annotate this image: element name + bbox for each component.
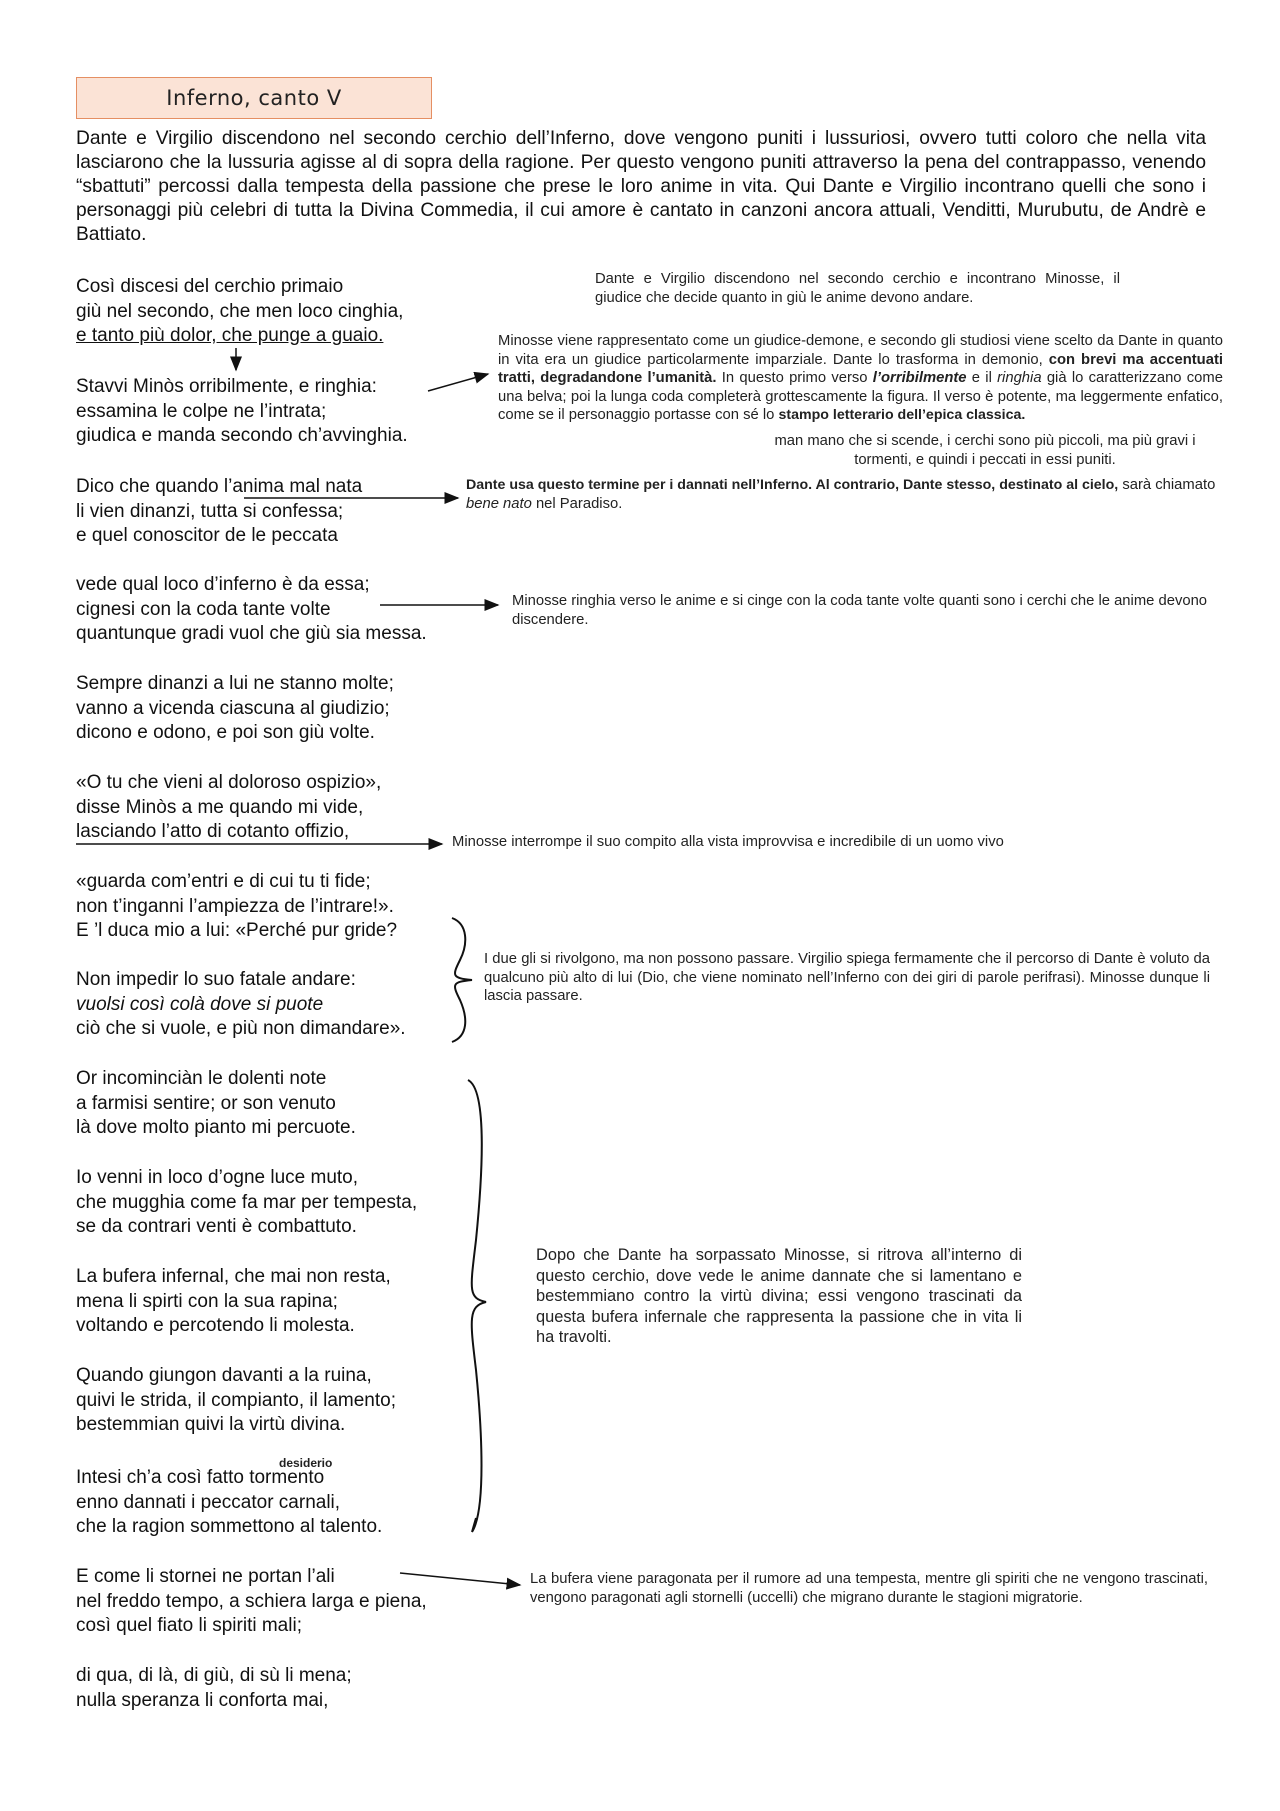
page-title: Inferno, canto V (76, 77, 432, 119)
verse-line: quantunque gradi vuol che giù sia messa. (76, 623, 427, 644)
note-text-italic: l’orribilmente (872, 370, 967, 386)
note-stornelli: La bufera viene paragonata per il rumore ad una tempesta, mentre gli spiriti che ne vengono trascinati, vengono paragonati agli stornelli (uccelli) che migrano durante le stagioni migratorie. (530, 1571, 1208, 1606)
verse-line: vuolsi così colà dove si puote (76, 993, 324, 1015)
verse-line: Stavvi Minòs orribilmente, e ringhia: (76, 376, 377, 397)
verse-line: mena li spirti con la sua rapina; (76, 1290, 338, 1312)
gloss-label: desiderio (279, 1456, 333, 1470)
note-minosse-intro: Dante e Virgilio discendono nel secondo cerchio e incontrano Minosse, il giudice che decide quanto in giù le anime devono andare. (595, 271, 1120, 306)
arrow-stornei (400, 1573, 520, 1585)
verse-line: bestemmian quivi la virtù divina. (76, 1414, 346, 1435)
verse-line: e tanto più dolor, che punge a guaio. (76, 325, 384, 346)
verse-line: là dove molto pianto mi percuote. (76, 1117, 356, 1138)
verse-line: «O tu che vieni al doloroso ospizio», (76, 772, 382, 793)
verse-line: «guarda com’entri e di cui tu ti fide; (76, 871, 371, 892)
verse-line: e quel conoscitor de le peccata (76, 525, 338, 546)
verse-line: non t’inganni l’ampiezza de l’intrare!». (76, 895, 394, 917)
verse-line: disse Minòs a me quando mi vide, (76, 796, 364, 818)
note-uomo-vivo: Minosse interrompe il suo compito alla vista improvvisa e incredibile di un uomo vivo (452, 834, 1004, 850)
arrow-ringhia (428, 374, 488, 391)
note-text-bold: Dante usa questo termine per i dannati nell’Inferno. Al contrario, Dante stesso, destinato al cielo, (466, 477, 1119, 493)
brace-large (468, 1080, 486, 1532)
verse-line: essamina le colpe ne l’intrata; (76, 400, 327, 422)
verse-line: a farmisi sentire; or son venuto (76, 1092, 336, 1114)
note-coda: Minosse ringhia verso le anime e si cinge con la coda tante volte quanti sono i cerchi che le anime devono discendere. (512, 593, 1208, 628)
verse-line: vanno a vicenda ciascuna al giudizio; (76, 697, 390, 719)
verse-line: dicono e odono, e poi son giù volte. (76, 722, 375, 743)
verse-line: nel freddo tempo, a schiera larga e piena, (76, 1590, 427, 1612)
verse-line: Dico che quando l’anima mal nata (76, 476, 363, 497)
verse-line: che mugghia come fa mar per tempesta, (76, 1191, 418, 1213)
verse-line: così quel fiato li spiriti mali; (76, 1615, 302, 1636)
verse-line: Così discesi del cerchio primaio (76, 276, 344, 297)
note-text-bold: con brevi ma accentuati tratti, degradandone l’umanità. (498, 351, 1223, 386)
note-text: e il (971, 370, 992, 386)
verse-line: Io venni in loco d’ogne luce muto, (76, 1167, 359, 1188)
verse-line: li vien dinanzi, tutta si confessa; (76, 500, 344, 522)
verse-line: Or incominciàn le dolenti note (76, 1068, 327, 1089)
verse-line: La bufera infernal, che mai non resta, (76, 1266, 391, 1287)
verse-line: Non impedir lo suo fatale andare: (76, 969, 356, 990)
note-passaggio: I due gli si rivolgono, ma non possono passare. Virgilio spiega fermamente che il percorso di Dante è voluto da qualcuno più alto di lui (Dio, che viene nominato nell’Inferno con dei giri di parole perifrasi). Minosse dunque li lascia passare. (484, 951, 1210, 1004)
verse-line: Quando giungon davanti a la ruina, (76, 1365, 372, 1386)
note-text: Minosse viene rappresentato come un giudice-demone, e secondo gli studiosi viene scelto da Dante in quanto in vita era un giudice particolarmente imparziale. Dante lo trasforma in demonio, (498, 333, 1223, 368)
verse-line: giù nel secondo, che men loco cinghia, (76, 300, 404, 322)
verse-line: che la ragion sommettono al talento. (76, 1516, 383, 1537)
note-text: nel Paradiso. (535, 495, 623, 512)
verse-line: E come li stornei ne portan l’ali (76, 1566, 335, 1587)
verse-line: se da contrari venti è combattuto. (76, 1216, 357, 1237)
verse-line: cignesi con la coda tante volte (76, 598, 331, 620)
note-text: già lo caratterizzano come una belva; poi la lunga coda completerà grottescamente la figura. Il verso è potente, ma leggermente enfatico, come se il personaggio portasse con sé lo (498, 370, 1223, 423)
verse-line: ciò che si vuole, e più non dimandare». (76, 1018, 406, 1039)
verse-line: E ’l duca mio a lui: «Perché pur gride? (76, 920, 398, 941)
verse-line: voltando e percotendo li molesta. (76, 1315, 355, 1336)
note-text-bold: stampo letterario dell’epica classica. (778, 407, 1026, 423)
note-text-italic: ringhia (997, 370, 1042, 386)
note-text-italic: bene nato (466, 495, 532, 512)
verse-line: nulla speranza li conforta mai, (76, 1689, 329, 1711)
verse-line: giudica e manda secondo ch’avvinghia. (76, 425, 408, 446)
intro-paragraph: Dante e Virgilio discendono nel secondo cerchio dell’Inferno, dove vengono puniti i lussuriosi, ovvero tutti coloro che nella vita lasciarono che la lussuria agisse al di sopra della ragione. Per questo vengono puniti attraverso la pena del contrappasso, venendo “sbattuti” percossi dalla tempesta della passione che prese le loro anime in vita. Qui Dante e Virgilio incontrano quelli che sono i personaggi più celebri di tutta la Divina Commedia, il cui amore è cantato in canzoni ancora attuali, Venditti, Murubutu, de Andrè e Battiato. (76, 128, 1206, 245)
verse-line: Intesi ch’a così fatto tormento (76, 1467, 325, 1488)
verse-line: lasciando l’atto di cotanto offizio, (76, 821, 350, 842)
note-bufera: Dopo che Dante ha sorpassato Minosse, si ritrova all’interno di questo cerchio, dove vede le anime dannate che si lamentano e bestemmiano contro la virtù divina; essi vengono trascinati da questa bufera infernale che rappresenta la passione che in vita li ha travolti. (536, 1246, 1022, 1346)
verse-line: Sempre dinanzi a lui ne stanno molte; (76, 673, 394, 694)
note-text: In questo primo verso (721, 370, 868, 386)
note-text: sarà chiamato (1122, 477, 1216, 493)
verse-line: quivi le strida, il compianto, il lamento; (76, 1389, 396, 1411)
note-cerchi: man mano che si scende, i cerchi sono più piccoli, ma più gravi i tormenti, e quindi i peccati in essi puniti. (774, 433, 1196, 468)
verse-line: enno dannati i peccator carnali, (76, 1491, 341, 1513)
verse-line: di qua, di là, di giù, di sù li mena; (76, 1665, 352, 1686)
brace-small (452, 918, 472, 1042)
verse-line: vede qual loco d’inferno è da essa; (76, 574, 370, 595)
